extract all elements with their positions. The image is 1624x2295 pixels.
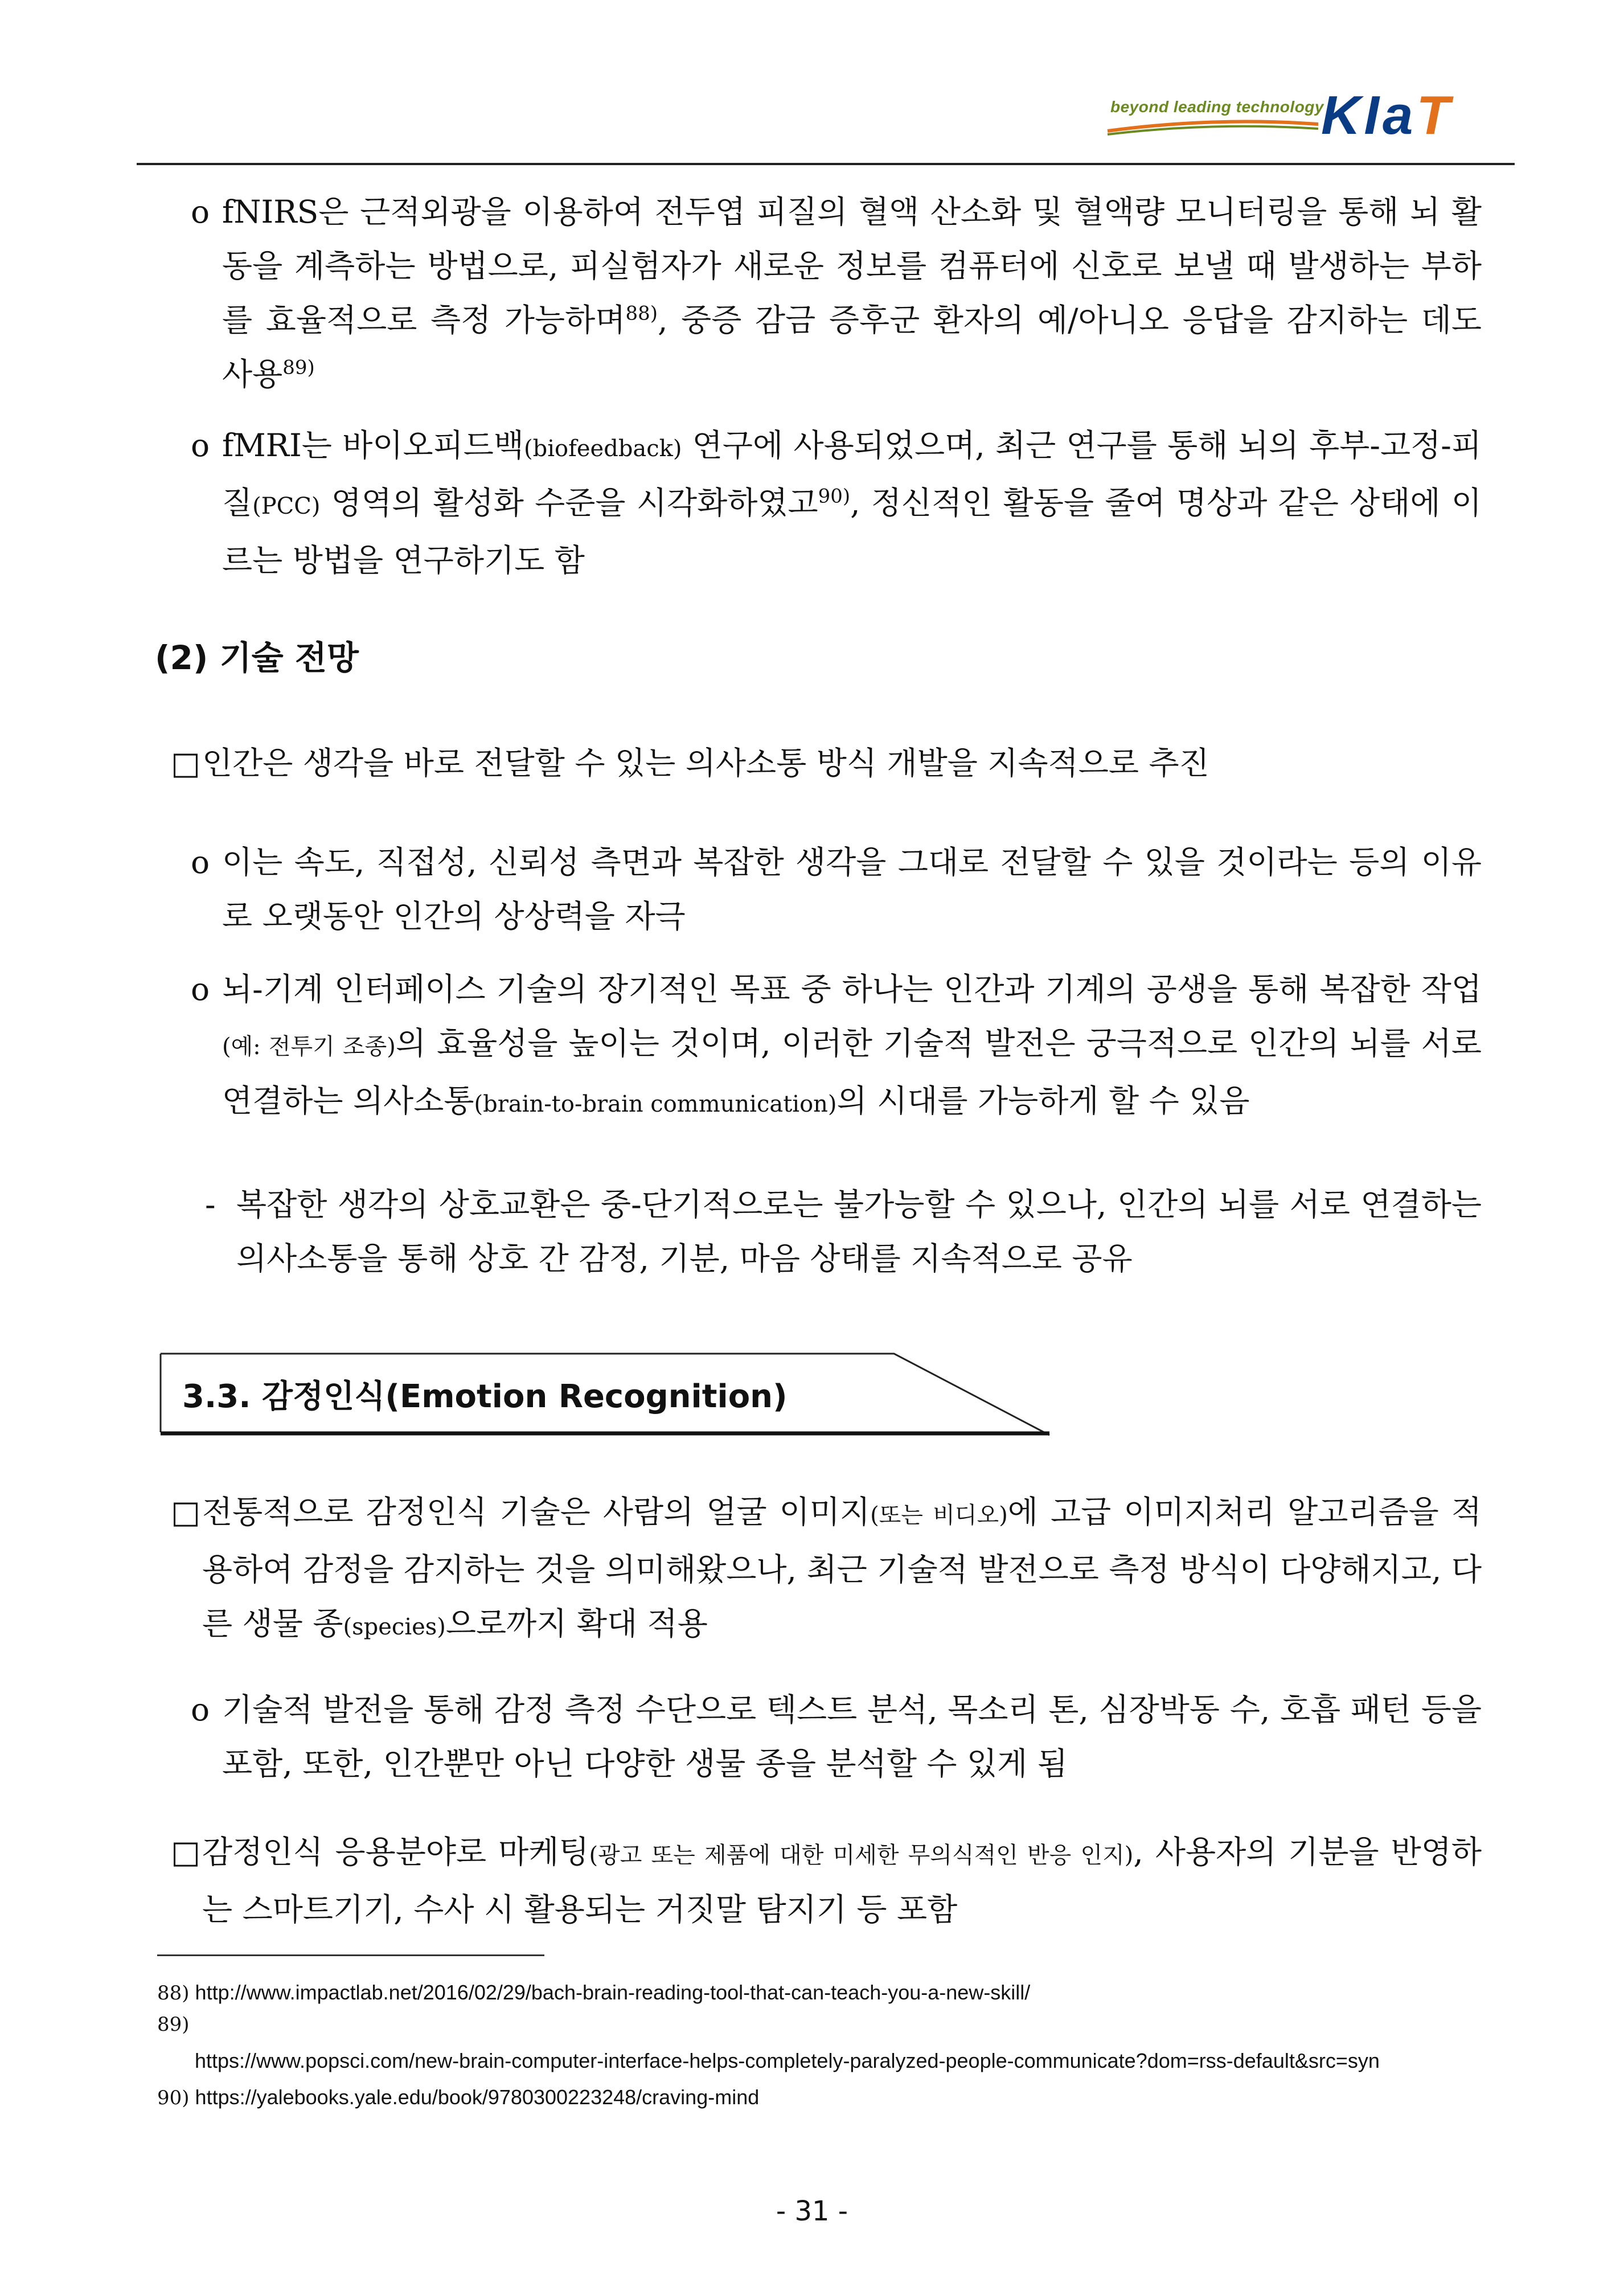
bullet-marker: o [191,844,210,880]
logo-swoosh-icon [1105,114,1321,137]
footnote-88 [157,1981,1030,2005]
paragraph-text: 이는 속도, 직접성, 신뢰성 측면과 복잡한 생각을 그대로 전달할 수 있을 것이라는 등의 이유로 오랫동안 인간의 상상력을 자극 [222,844,1482,935]
paragraph-text: , 중증 감금 증후군 환자의 예/아니오 응답을 감지하는 데도 사용 [222,302,1482,392]
footnote-url[interactable]: http://www.impactlab.net/2016/02/29/bach-brain-reading-tool-that-can-teach-you-a-new-skill/ [195,1981,1031,2004]
paragraph-text: 뇌-기계 인터페이스 기술의 장기적인 목표 중 하나는 인간과 기계의 공생을 통해 복잡한 작업 [222,971,1482,1007]
paragraph-communication [171,736,1482,790]
checkbox-marker: □ [171,1834,200,1870]
footnote-ref-90: 90) [818,485,851,508]
paren-text: (biofeedback) [523,436,682,462]
kiat-logo [1321,84,1453,147]
logo-main: KIa [1321,85,1417,146]
paragraph-sharing [205,1178,1482,1286]
paragraph-measurement [191,1683,1482,1791]
paragraph-text: 연구에 사용되었으며, 최근 연구를 통해 뇌의 후부-고정-피질 [222,427,1482,521]
paragraph-text: 전통적으로 감정인식 기술은 사람의 얼굴 이미지 [202,1494,871,1530]
footnote-89 [157,2012,190,2036]
paragraph-applications [171,1825,1482,1937]
page-number: - 31 - [776,2195,848,2227]
paragraph-imagination [191,835,1482,944]
header-tagline: beyond leading technology [1110,98,1324,116]
paragraph-text: 으로까지 확대 적용 [445,1605,708,1642]
section-title: 3.3. 감정인식(Emotion Recognition) [182,1378,788,1415]
paragraph-text: fNIRS은 근적외광을 이용하여 전두엽 피질의 혈액 산소화 및 혈액량 모니터링을 통해 뇌 활동을 계측하는 방법으로, 피실험자가 새로운 정보를 컴퓨터에 신호로 보낼 때 발생하는 부하를 효율적으로 측정 가능하며 [222,194,1482,338]
paragraph-text: 복잡한 생각의 상호교환은 중-단기적으로는 불가능할 수 있으나, 인간의 뇌를 서로 연결하는 의사소통을 통해 상호 간 감정, 기분, 마음 상태를 지속적으로 공유 [236,1186,1482,1277]
checkbox-marker: □ [171,1494,200,1530]
bullet-marker: o [191,1691,210,1728]
paragraph-text: 인간은 생각을 바로 전달할 수 있는 의사소통 방식 개발을 지속적으로 추진 [202,745,1209,781]
footnote-90 [157,2085,759,2109]
paren-text: (또는 비디오) [870,1502,1008,1528]
footnote-divider [157,1954,544,1956]
bullet-marker: o [191,971,210,1007]
paragraph-text: 의 시대를 가능하게 할 수 있음 [836,1083,1250,1119]
paren-text: (species) [343,1614,446,1640]
footnote-url[interactable]: https://yalebooks.yale.edu/book/9780300223248/craving-mind [195,2085,760,2109]
paragraph-text: 의 효율성을 높이는 것이며, 이러한 기술적 발전은 궁극적으로 인간의 뇌를 서로 연결하는 의사소통 [222,1025,1482,1119]
dash-marker: - [205,1186,216,1223]
header-divider [137,163,1515,165]
paragraph-text: 감정인식 응용분야로 마케팅 [202,1834,589,1870]
footnote-ref-89: 89) [282,356,315,379]
paragraph-fmri [191,419,1482,588]
paragraph-emotion-tech [171,1485,1482,1654]
subsection-heading: (2) 기술 전망 [155,638,359,677]
paragraph-text: 영역의 활성화 수준을 시각화하였고 [320,485,818,521]
paragraph-text: fMRI는 바이오피드백 [222,427,524,464]
logo-end: T [1416,85,1454,146]
footnote-89-url-line [195,2049,1380,2073]
bullet-marker: o [191,194,210,230]
paren-text: (예: 전투기 조종) [222,1034,396,1060]
footnote-number: 88) [157,1982,190,2005]
paragraph-bmi-goal [191,962,1482,1132]
paren-text: (brain-to-brain communication) [474,1091,837,1117]
footnote-ref-88: 88) [625,302,658,325]
bullet-marker: o [191,427,210,464]
checkbox-marker: □ [171,745,200,781]
paragraph-text: 에 고급 이미지처리 알고리즘을 적용하여 감정을 감지하는 것을 의미해왔으나, 최근 기술적 발전으로 측정 방식이 다양해지고, 다른 생물 종 [202,1494,1482,1642]
paren-text: (PCC) [252,493,321,519]
paragraph-text: , 사용자의 기분을 반영하는 스마트기기, 수사 시 활용되는 거짓말 탐지기 등 포함 [202,1834,1482,1928]
paragraph-text: 기술적 발전을 통해 감정 측정 수단으로 텍스트 분석, 목소리 톤, 심장박동 수, 호흡 패턴 등을 포함, 또한, 인간뿐만 아닌 다양한 생물 종을 분석할 수 있게 됨 [222,1691,1482,1782]
paren-text: (광고 또는 제품에 대한 미세한 무의식적인 반응 인지) [589,1842,1134,1868]
paragraph-text: , 정신적인 활동을 줄여 명상과 같은 상태에 이르는 방법을 연구하기도 함 [222,485,1482,579]
paragraph-fnirs [191,185,1482,401]
page-header [0,0,1624,165]
footnote-number: 89) [157,2013,190,2036]
footnote-number: 90) [157,2087,190,2109]
footnote-url[interactable]: https://www.popsci.com/new-brain-computer-interface-helps-completely-paralyzed-people-communicate?dom=rss-default&src=syn [195,2049,1380,2072]
